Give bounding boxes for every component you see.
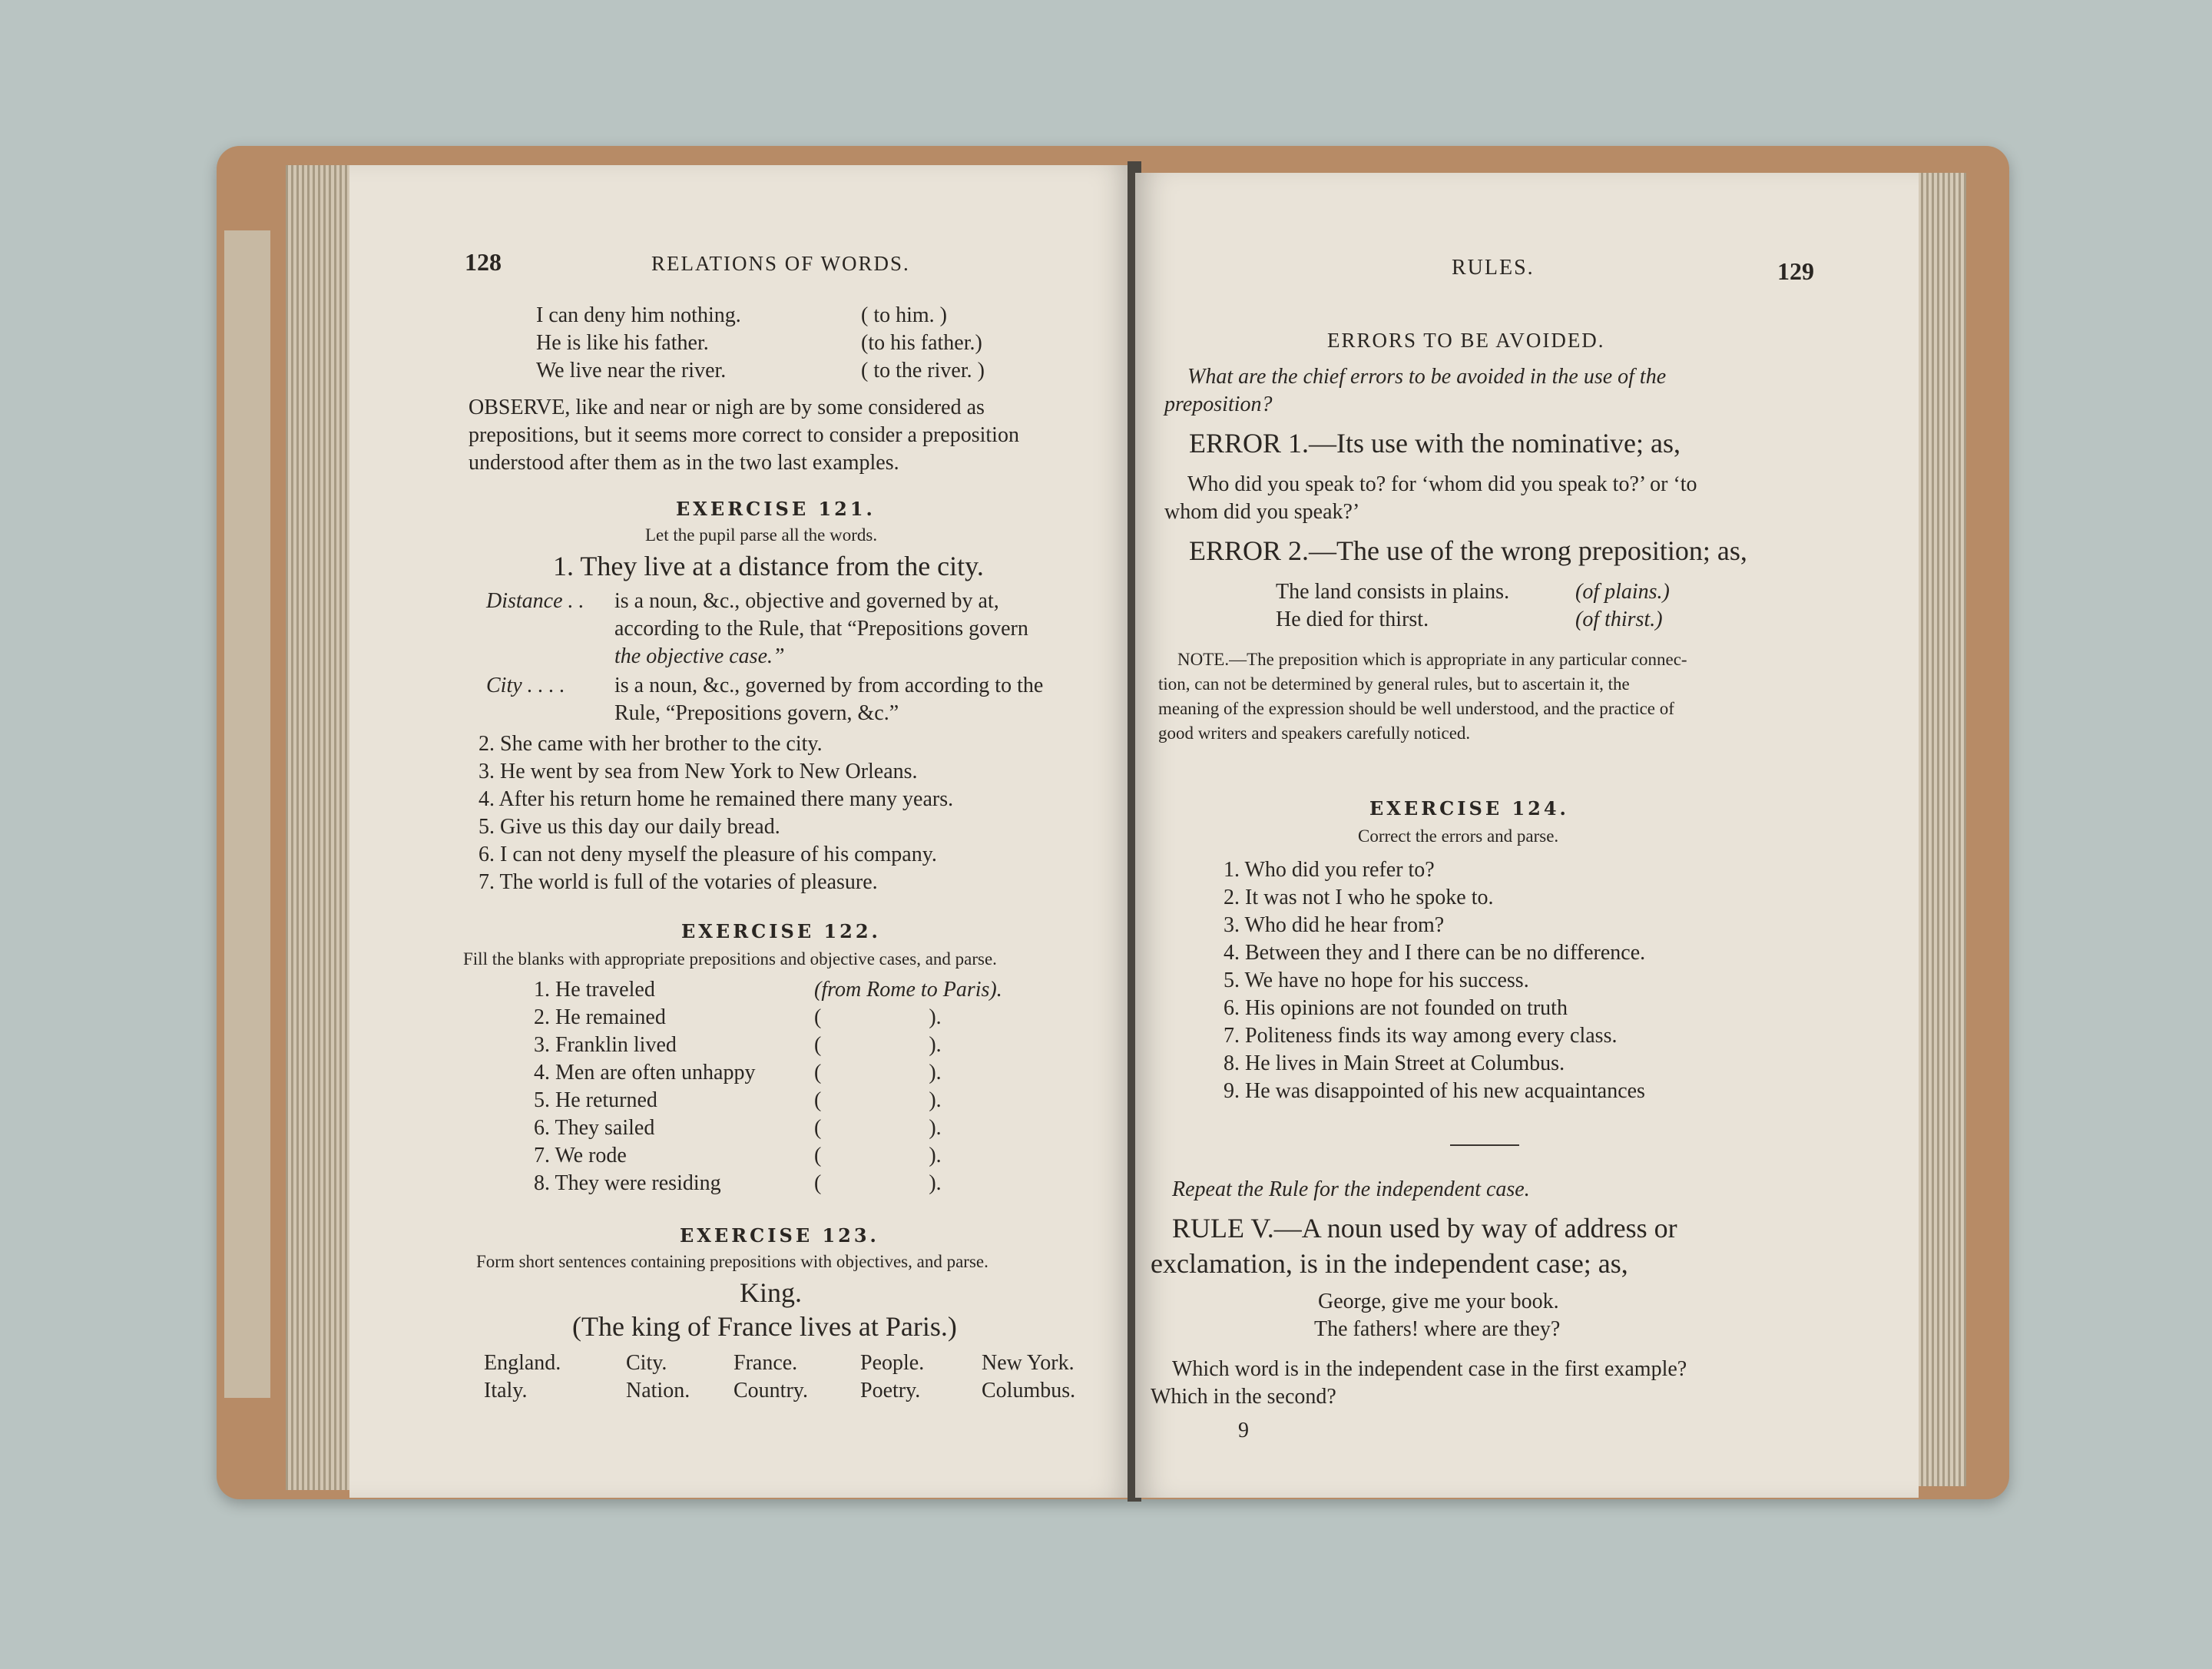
rule-line: RULE V.—A noun used by way of address or [1172, 1213, 1677, 1243]
word-cell: People. [860, 1351, 925, 1375]
blank-paren: ( ). [814, 1088, 942, 1112]
error-example-paren: (of thirst.) [1575, 608, 1663, 631]
parse-line: Rule, “Prepositions govern, &c.” [614, 701, 899, 725]
example-word: King. [740, 1277, 802, 1308]
note-line: NOTE.—The preposition which is appropriate in any particular connec- [1177, 650, 1687, 669]
error-example-paren: (of plains.) [1575, 580, 1670, 604]
exercise-heading: EXERCISE 124. [1369, 797, 1569, 820]
correction-item: 1. Who did you refer to? [1224, 858, 1435, 882]
section-divider [1450, 1144, 1519, 1146]
note-line: good writers and speakers carefully noticed. [1158, 724, 1471, 743]
error-one: ERROR 1.—Its use with the nominative; as, [1189, 428, 1681, 459]
left-page [349, 165, 1133, 1498]
correction-item: 8. He lives in Main Street at Columbus. [1224, 1051, 1565, 1075]
intro-line: He is like his father. [536, 331, 709, 355]
exercise-sentence: 3. He went by sea from New York to New Orleans. [478, 760, 918, 783]
exercise-sentence: 4. After his return home he remained there many years. [478, 787, 954, 811]
word-cell: Columbus. [982, 1379, 1076, 1402]
right-page-edges [1912, 173, 1966, 1486]
blank-item: 5. He returned [534, 1088, 657, 1112]
blank-paren: ( ). [814, 1005, 942, 1029]
exercise-sentence: 5. Give us this day our daily bread. [478, 815, 780, 839]
correction-item: 2. It was not I who he spoke to. [1224, 886, 1494, 909]
blank-paren: ( ). [814, 1116, 942, 1140]
exercise-sentence: 2. She came with her brother to the city. [478, 732, 823, 756]
blank-paren: ( ). [814, 1061, 942, 1085]
running-head: RELATIONS OF WORDS. [651, 252, 910, 275]
exercise-heading: EXERCISE 122. [681, 920, 881, 942]
blank-item: 8. They were residing [534, 1171, 721, 1195]
blank-paren: ( ). [814, 1033, 942, 1057]
blank-item: 6. They sailed [534, 1116, 655, 1140]
final-question-line: Which in the second? [1151, 1385, 1336, 1409]
page-number: 129 [1777, 257, 1814, 285]
signature-mark: 9 [1238, 1419, 1249, 1442]
blank-item: 4. Men are often unhappy [534, 1061, 756, 1085]
note-line: meaning of the expression should be well understood, and the practice of [1158, 699, 1674, 718]
parse-term: City . . . . [486, 674, 565, 697]
rule-line: exclamation, is in the independent case; as, [1151, 1248, 1628, 1279]
intro-line: We live near the river. [536, 359, 727, 382]
parse-line: the objective case.” [614, 644, 785, 668]
rule-example: George, give me your book. [1318, 1290, 1559, 1313]
exercise-sentence: 6. I can not deny myself the pleasure of his company. [478, 843, 937, 866]
correction-item: 9. He was disappointed of his new acquaintances [1224, 1079, 1645, 1103]
blank-paren: ( ). [814, 1144, 942, 1167]
word-cell: Nation. [626, 1379, 690, 1402]
word-cell: Country. [733, 1379, 808, 1402]
error-example-line: Who did you speak to? for ‘whom did you speak to?’ or ‘to [1187, 472, 1697, 496]
blank-paren: ( ). [814, 1171, 942, 1195]
exercise-instruction: Form short sentences containing prepositions with objectives, and parse. [476, 1252, 988, 1271]
blank-item: 2. He remained [534, 1005, 666, 1029]
exercise-instruction: Let the pupil parse all the words. [645, 525, 878, 545]
word-cell: France. [733, 1351, 798, 1375]
right-page [1135, 173, 1919, 1498]
error-example-line: He died for thirst. [1276, 608, 1429, 631]
correction-item: 3. Who did he hear from? [1224, 913, 1445, 937]
rule-example: The fathers! where are they? [1314, 1317, 1561, 1341]
blank-item: 7. We rode [534, 1144, 627, 1167]
blank-item: 1. He traveled [534, 978, 655, 1002]
parse-line: according to the Rule, that “Prepositions govern [614, 617, 1028, 641]
parse-line: is a noun, &c., governed by from according to the [614, 674, 1044, 697]
correction-item: 6. His opinions are not founded on truth [1224, 996, 1568, 1020]
exercise-sentence: 7. The world is full of the votaries of pleasure. [478, 870, 878, 894]
intro-paren: (to his father.) [861, 331, 982, 355]
exercise-heading: EXERCISE 123. [680, 1224, 879, 1247]
intro-paren: ( to the river. ) [861, 359, 985, 382]
word-cell: England. [484, 1351, 561, 1375]
exercise-heading: EXERCISE 121. [676, 498, 876, 520]
intro-paren: ( to him. ) [861, 303, 947, 327]
page-number: 128 [465, 248, 502, 276]
exercise-instruction: Fill the blanks with appropriate prepositions and objective cases, and parse. [463, 949, 997, 969]
correction-item: 4. Between they and I there can be no difference. [1224, 941, 1646, 965]
blank-item: 3. Franklin lived [534, 1033, 677, 1057]
blank-paren: (from Rome to Paris). [814, 978, 1002, 1002]
word-cell: City. [626, 1351, 667, 1375]
cover-worn-edge [224, 230, 270, 1398]
parse-term: Distance . . [486, 589, 584, 613]
exercise-instruction: Correct the errors and parse. [1358, 826, 1559, 846]
error-example-line: The land consists in plains. [1276, 580, 1510, 604]
word-cell: New York. [982, 1351, 1075, 1375]
word-cell: Poetry. [860, 1379, 921, 1402]
observe-line: prepositions, but it seems more correct to consider a preposition [469, 423, 1019, 447]
repeat-rule-line: Repeat the Rule for the independent case. [1172, 1177, 1530, 1201]
word-cell: Italy. [484, 1379, 528, 1402]
note-line: tion, can not be determined by general rules, but to ascertain it, the [1158, 674, 1630, 694]
error-two: ERROR 2.—The use of the wrong preposition; as, [1189, 535, 1747, 566]
intro-line: I can deny him nothing. [536, 303, 741, 327]
example-sentence: (The king of France lives at Paris.) [572, 1311, 957, 1342]
correction-item: 7. Politeness finds its way among every class. [1224, 1024, 1618, 1048]
question-line: preposition? [1164, 392, 1273, 416]
parse-line: is a noun, &c., objective and governed by at, [614, 589, 999, 613]
running-head: RULES. [1452, 256, 1535, 280]
observe-line: understood after them as in the two last examples. [469, 451, 899, 475]
correction-item: 5. We have no hope for his success. [1224, 969, 1529, 992]
section-title: ERRORS TO BE AVOIDED. [1327, 329, 1605, 352]
error-example-line: whom did you speak?’ [1164, 500, 1360, 524]
observe-line: OBSERVE, like and near or nigh are by some considered as [469, 396, 985, 419]
exercise-example-sentence: 1. They live at a distance from the city. [553, 551, 984, 581]
question-line: What are the chief errors to be avoided in the use of the [1187, 365, 1667, 389]
final-question-line: Which word is in the independent case in the first example? [1172, 1357, 1687, 1381]
